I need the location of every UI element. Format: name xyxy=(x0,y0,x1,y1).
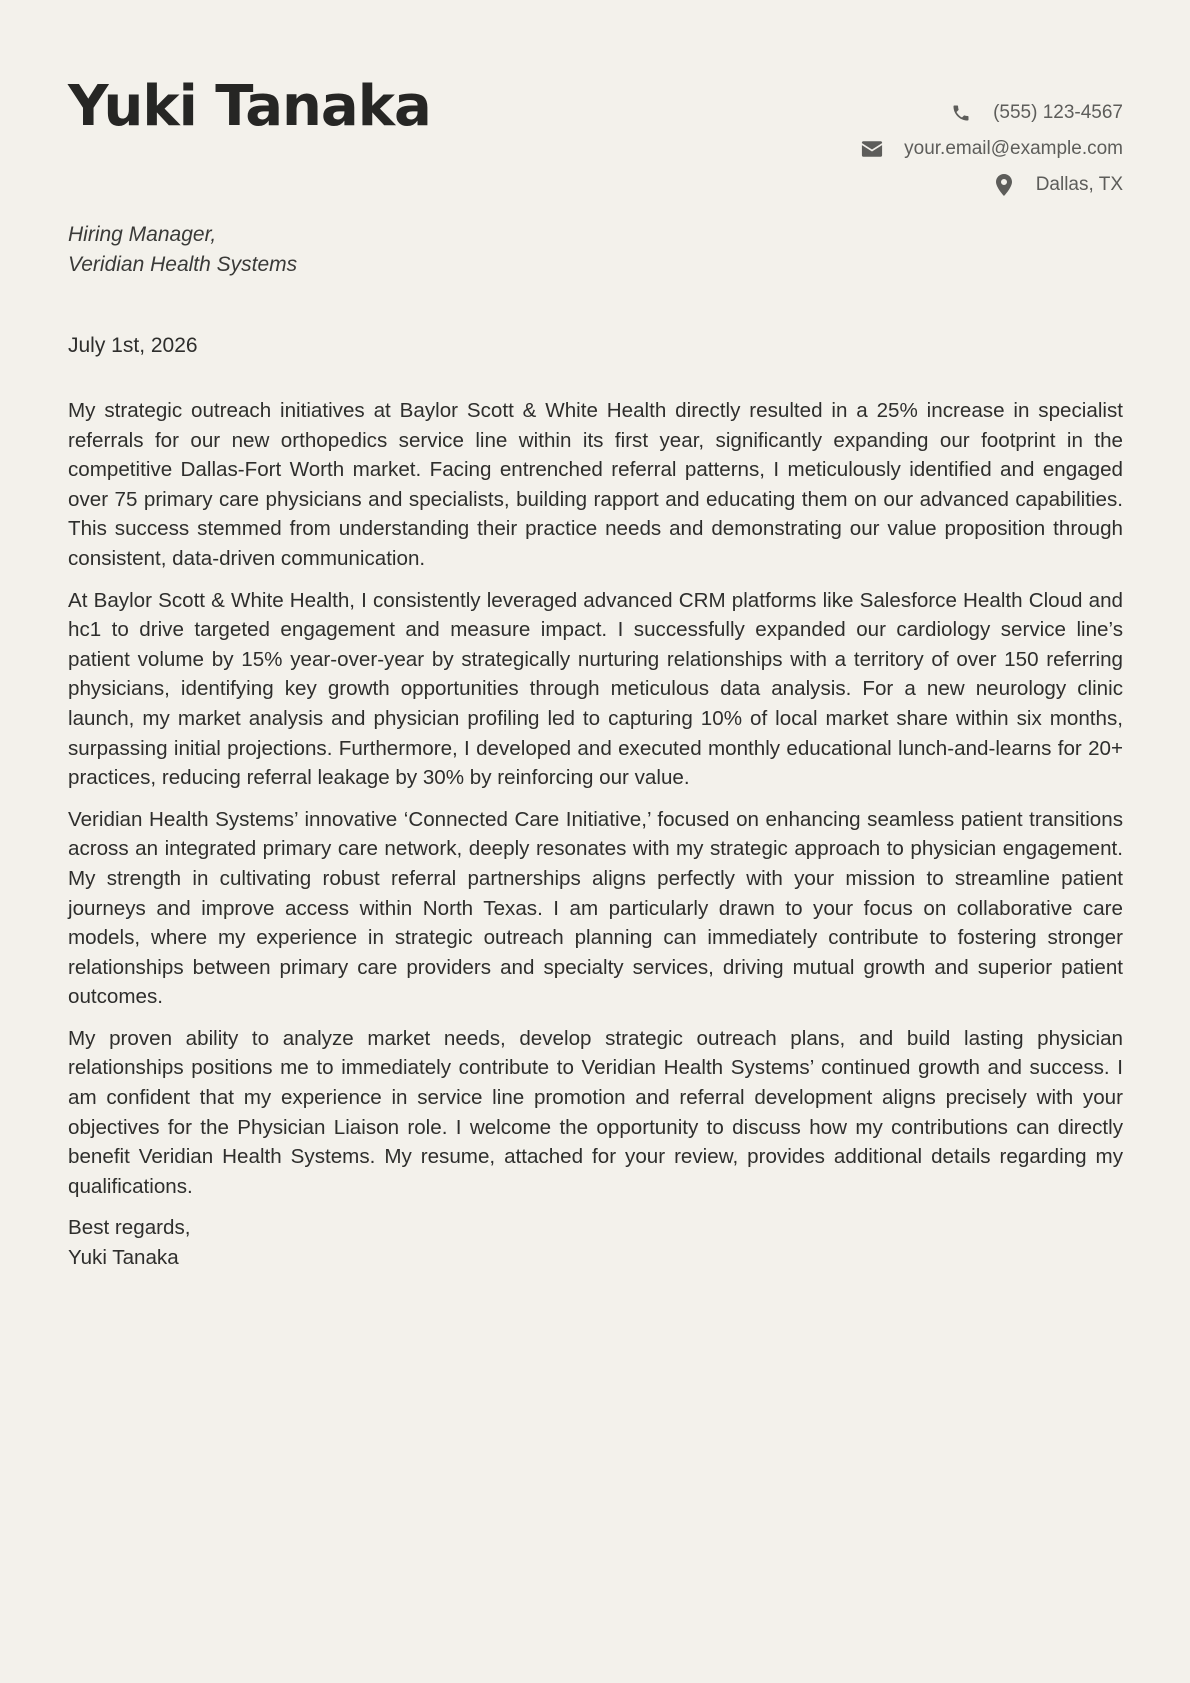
recipient-block xyxy=(68,220,297,280)
email-address: your.email@example.com xyxy=(904,138,1123,159)
map-pin-icon xyxy=(992,173,1016,197)
body-paragraph: My strategic outreach initiatives at Baylor Scott & White Health directly resulted in a 25% increase in specialist referrals for our new orthopedics service line within its first year, significantly expanding our footprint in the competitive Dallas-Fort Worth market. Facing entrenched referral patterns, I meticulously identified and engaged over 75 primary care physicians and specialists, building rapport and educating them on our advanced capabilities. This success stemmed from understanding their practice needs and demonstrating our value proposition through consistent, data-driven communication. xyxy=(68,399,1123,570)
cover-letter-page xyxy=(68,0,1123,1683)
envelope-icon xyxy=(860,137,884,161)
letter-header xyxy=(68,0,1123,210)
contact-location xyxy=(860,167,1123,203)
contact-email xyxy=(860,131,1123,167)
closing-signature: Yuki Tanaka xyxy=(68,1246,179,1270)
phone-number: (555) 123-4567 xyxy=(993,102,1123,123)
closing-salutation: Best regards, xyxy=(68,1216,191,1240)
contact-phone xyxy=(860,95,1123,131)
recipient-title: Hiring Manager, xyxy=(68,223,217,246)
letter-body xyxy=(68,396,1123,1273)
body-paragraph: My proven ability to analyze market needs, develop strategic outreach plans, and build lasting physician relationships positions me to immediately contribute to Veridian Health Systems’ continued growth and success. I am confident that my experience in service line promotion and referral development aligns precisely with your objectives for the Physician Liaison role. I welcome the opportunity to discuss how my contributions can directly benefit Veridian Health Systems. My resume, attached for your review, provides additional details regarding my qualifications. xyxy=(68,1026,1123,1198)
body-paragraph: Veridian Health Systems’ innovative ‘Connected Care Initiative,’ focused on enhancing seamless patient transitions across an integrated primary care network, deeply resonates with my strategic approach to physician engagement. My strength in cultivating robust referral partnerships aligns perfectly with your mission to streamline patient journeys and improve access within North Texas. I am particularly drawn to your focus on collaborative care models, where my experience in strategic outreach planning can immediately contribute to fostering stronger relationships between primary care providers and specialty services, driving mutual growth and superior patient outcomes. xyxy=(68,807,1123,1009)
phone-icon xyxy=(949,101,973,125)
contact-block xyxy=(860,95,1123,203)
body-paragraph: At Baylor Scott & White Health, I consistently leveraged advanced CRM platforms like Salesforce Health Cloud and hc1 to drive targeted engagement and measure impact. I successfully expanded our cardiology service line’s patient volume by 15% year-over-year by strategically nurturing relationships with a territory of over 150 referring physicians, identifying key growth opportunities through meticulous data analysis. For a new neurology clinic launch, my market analysis and physician profiling led to capturing 10% of local market share within six months, surpassing initial projections. Furthermore, I developed and executed monthly educational lunch-and-learns for 20+ practices, reducing referral leakage by 30% by reinforcing our value. xyxy=(68,588,1123,790)
sender-name: Yuki Tanaka xyxy=(68,74,431,139)
recipient-company: Veridian Health Systems xyxy=(68,253,298,276)
closing-block xyxy=(68,1213,1123,1272)
location-text: Dallas, TX xyxy=(1035,174,1123,195)
letter-date: July 1st, 2026 xyxy=(68,334,198,357)
